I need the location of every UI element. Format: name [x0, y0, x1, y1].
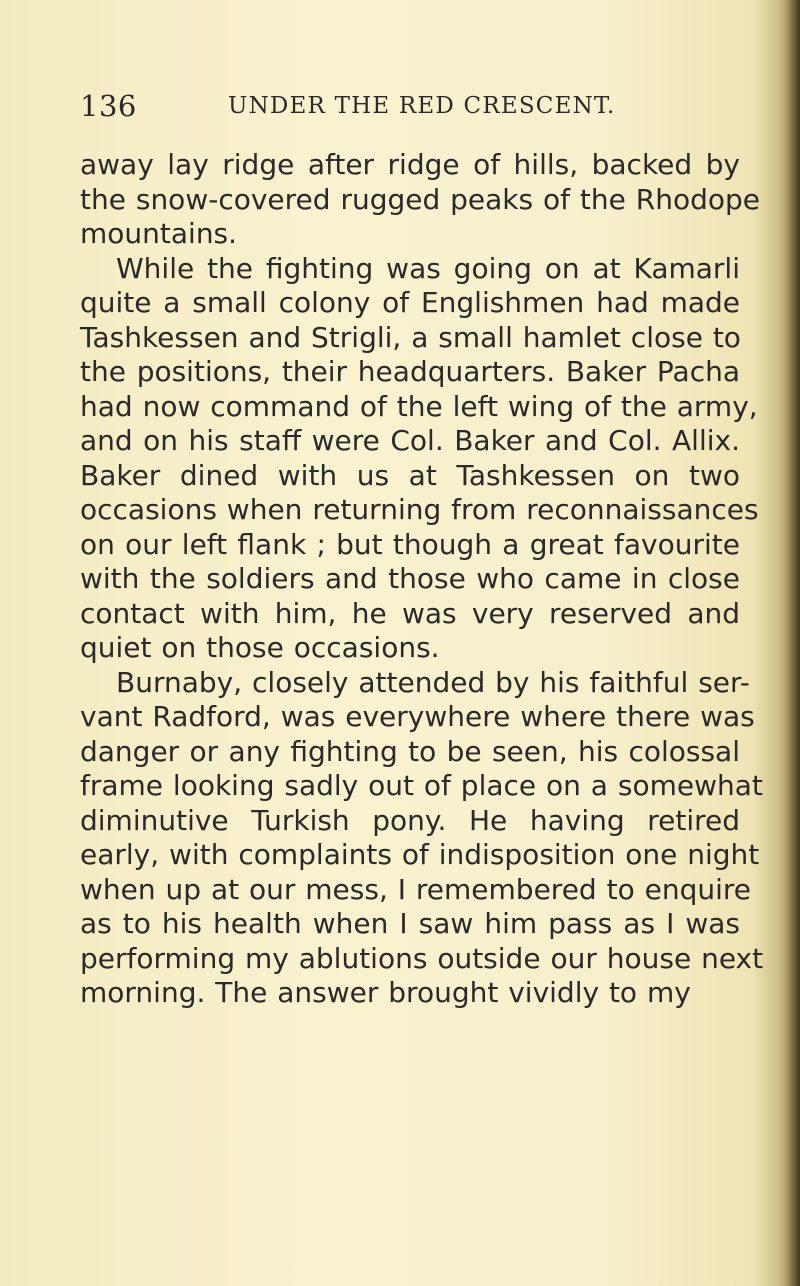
text-line: quite a small colony of Englishmen had made [80, 286, 740, 319]
page-edge-shadow [778, 0, 800, 1286]
text-line: as to his health when I saw him pass as I was [80, 907, 740, 940]
text-line: morning. The answer brought vividly to my [80, 976, 691, 1009]
text-line: frame looking sadly out of place on a somewhat [80, 769, 763, 802]
text-line: vant Radford, was everywhere where there was [80, 700, 755, 733]
text-line: occasions when returning from reconnaissances [80, 493, 759, 526]
text-line: mountains. [80, 217, 238, 250]
text-line: the snow-covered rugged peaks of the Rhodope [80, 182, 760, 216]
text-line: danger or any fighting to be seen, his colossal [80, 734, 740, 768]
page-number: 136 [80, 89, 137, 123]
text-line: Tashkessen and Strigli, a small hamlet close to [80, 320, 741, 354]
text-line: contact with him, he was very reserved and [80, 596, 740, 630]
text-line: Baker dined with us at Tashkessen on two [80, 458, 740, 492]
text-line: when up at our mess, I remembered to enquire [80, 872, 752, 906]
text-line: had now command of the left wing of the army, [80, 389, 758, 423]
text-line: diminutive Turkish pony. He having retired [80, 803, 740, 837]
body-text [80, 148, 764, 1011]
text-line: the positions, their headquarters. Baker Pacha [80, 355, 740, 388]
text-line: away lay ridge after ridge of hills, backed by [80, 148, 740, 181]
text-line: on our left flank ; but though a great favourite [80, 527, 740, 561]
paragraph [80, 251, 759, 666]
text-line: While the fighting was going on at Kamarli [116, 251, 740, 285]
text-line: quiet on those occasions. [80, 631, 440, 664]
paragraph [80, 665, 764, 1011]
page-header [80, 86, 740, 126]
text-line: and on his staff were Col. Baker and Col. Allix. [80, 424, 740, 457]
text-line: performing my ablutions outside our house next [80, 941, 764, 975]
paragraph [80, 148, 760, 252]
running-head: UNDER THE RED CRESCENT. [228, 93, 616, 119]
text-line: with the soldiers and those who came in close [80, 562, 740, 595]
text-line: early, with complaints of indisposition one night [80, 838, 760, 871]
text-line: Burnaby, closely attended by his faithful ser- [116, 665, 750, 699]
